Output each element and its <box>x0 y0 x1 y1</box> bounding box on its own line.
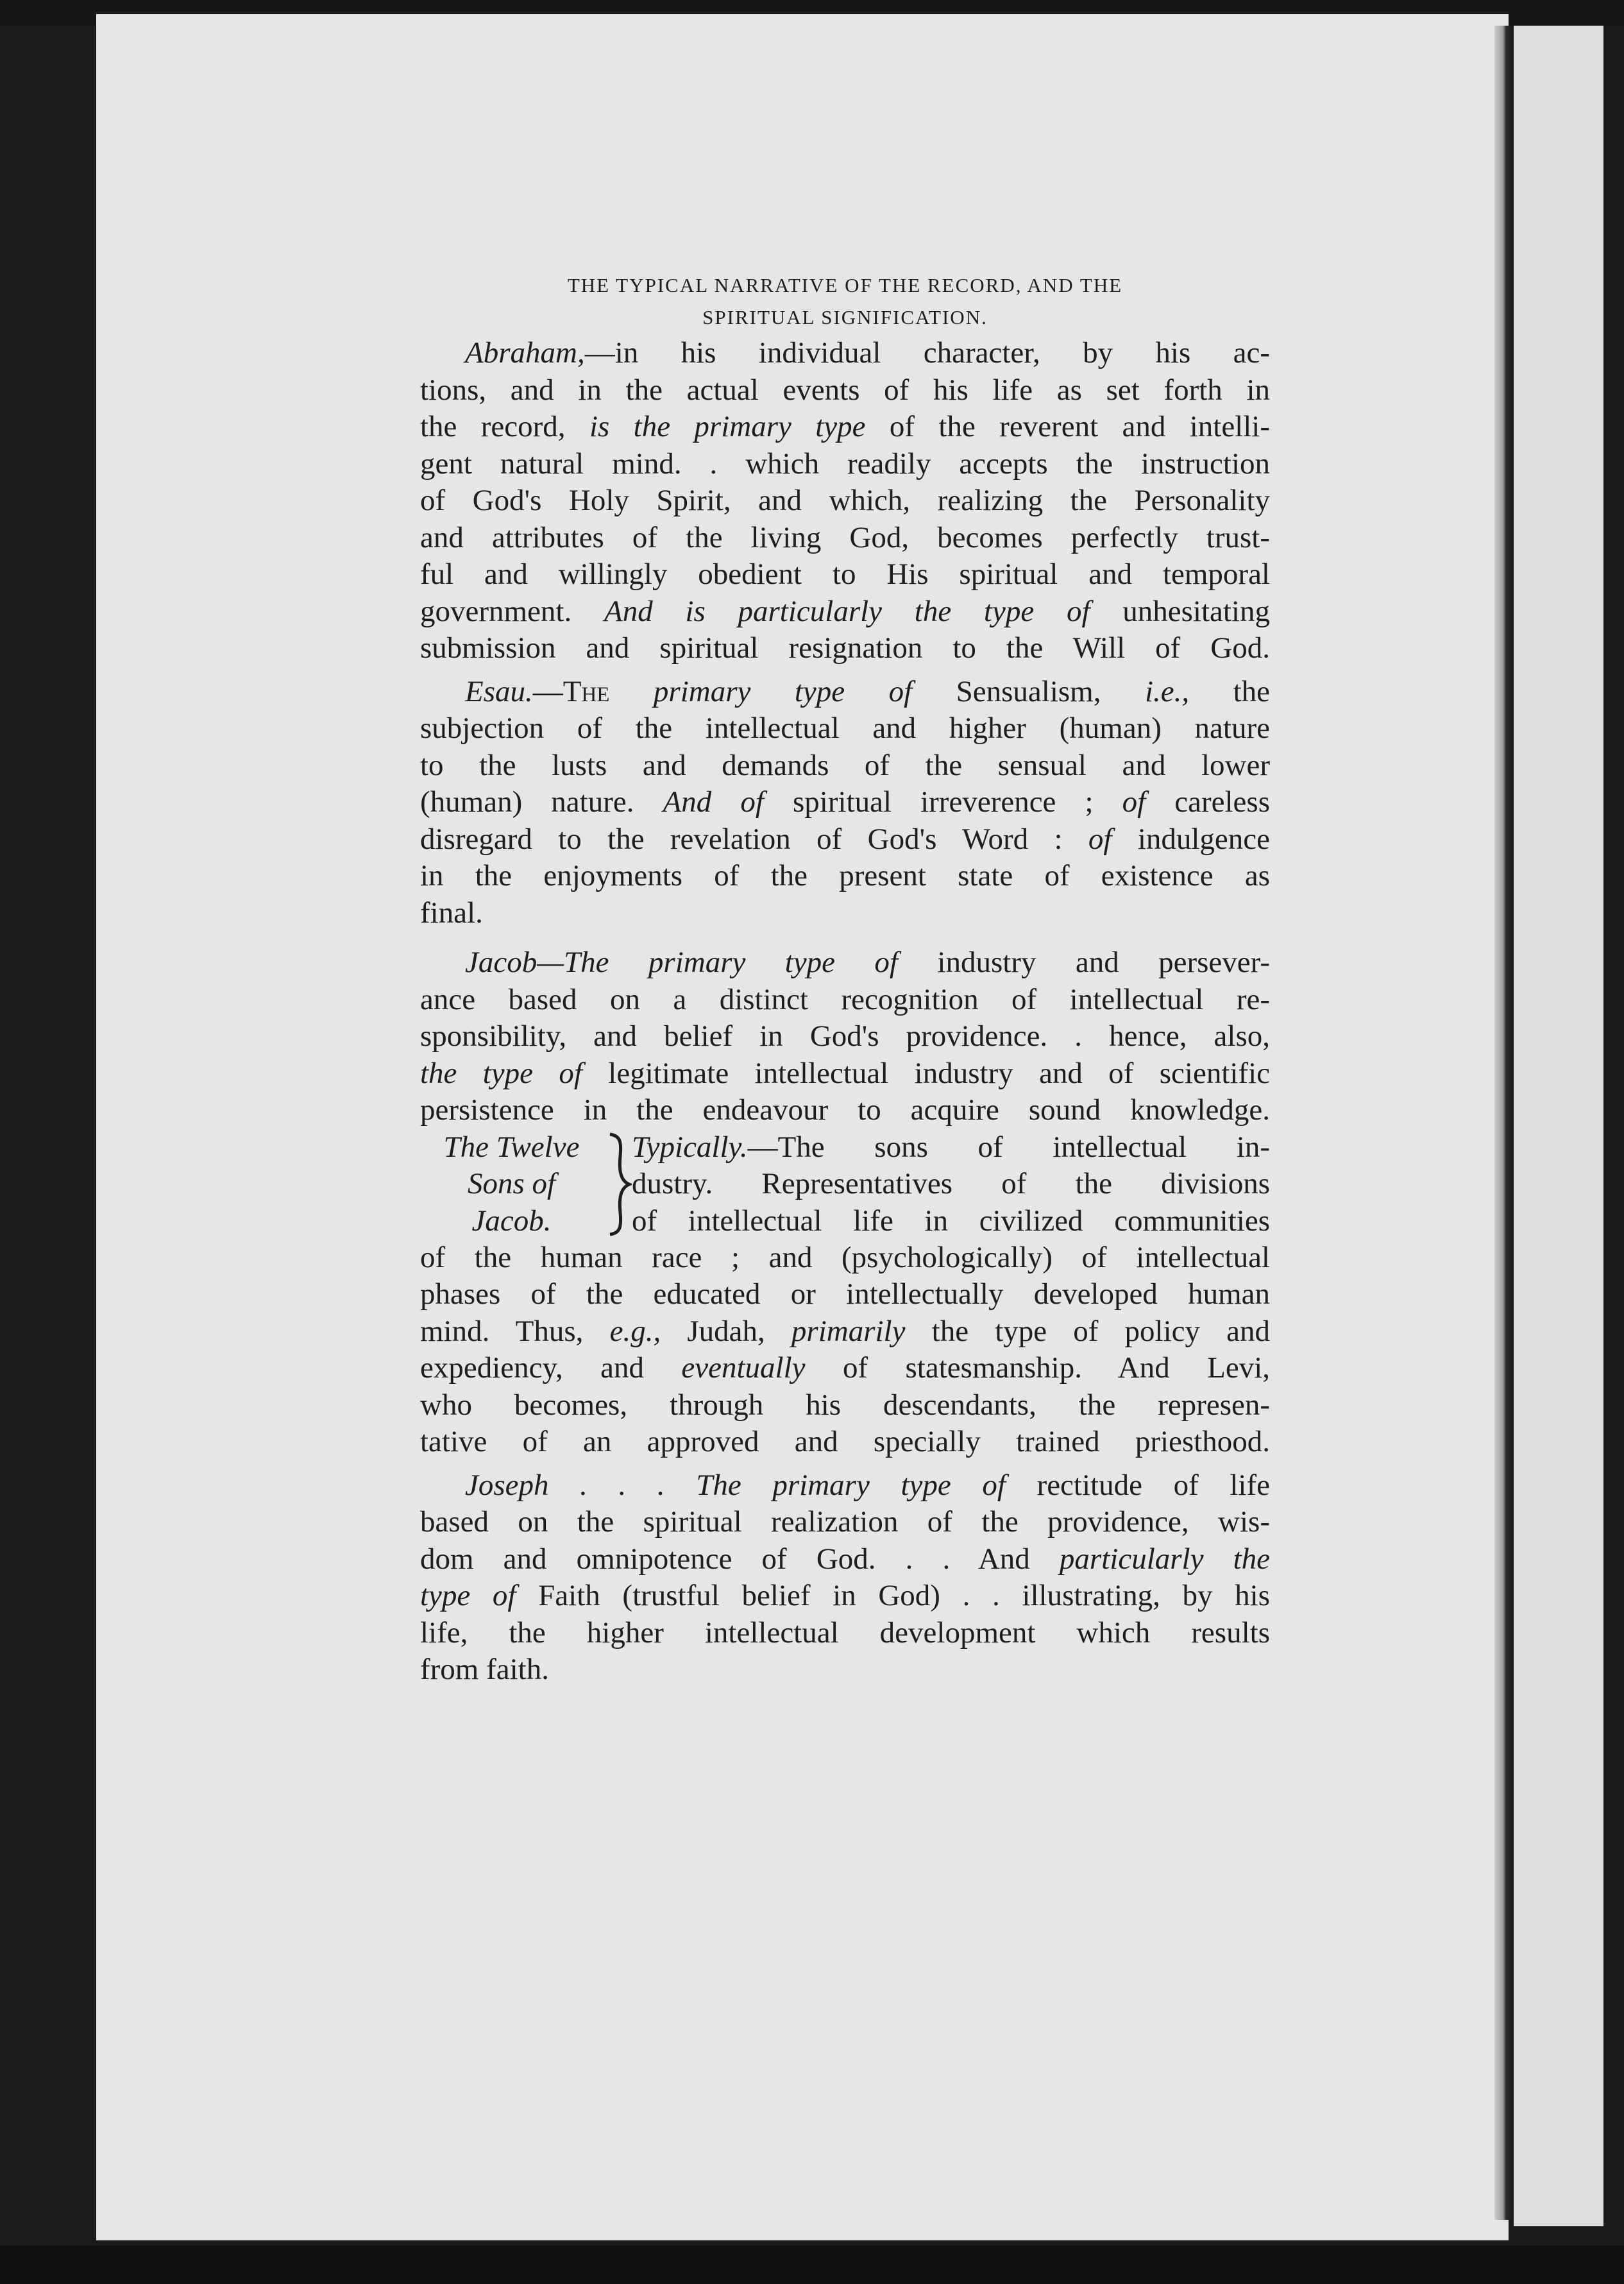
heading-line: THE TYPICAL NARRATIVE OF THE RECORD, AND THE <box>567 274 1123 296</box>
term-joseph: Joseph . . . The primary type of <box>465 1468 1006 1502</box>
term-jacob: Jacob <box>465 946 537 979</box>
scan-left-border <box>0 0 96 2284</box>
chapter-heading <box>420 269 1270 334</box>
page-text <box>420 269 1270 1689</box>
scan-bottom-border <box>0 2246 1624 2284</box>
curly-brace-icon <box>606 1130 632 1238</box>
twelve-sons-description: Typically.—The sons of intellectual in- dustry. Representatives of the divisions of intellectual life in civilized communities <box>632 1130 1270 1238</box>
twelve-sons-sidenote <box>420 1129 1270 1240</box>
paragraph-twelve-sons-cont: of the human race ; and (psychologically) of intellectual phases of the educated or intellectually developed human mind. Thus, e.g., Judah, primarily the type of policy and expediency, and eventually of statesmanship. And Levi, who becomes, through his descendants, the represen- tative of an approved and specially trained priesthood. <box>420 1240 1271 1458</box>
paragraph-abraham: Abraham,—in his individual character, by his ac- tions, and in the actual events of his life as set forth in the record, is the primary type of the reverent and intelli- gent natural mind. . which readily accepts the instruction of God's Holy Spirit, and which, realizing the Personality and attributes of the living God, becomes perfectly trust- ful and willingly obedient to His spiritual and temporal government. And is particularly the type of unhesitating submission and spiritual resignation to the Will of God. <box>420 336 1271 665</box>
term-esau: Esau. <box>465 674 533 708</box>
facing-page-edge <box>1514 26 1603 2226</box>
twelve-sons-label: The Twelve Sons of Jacob. <box>443 1130 580 1238</box>
paragraph-esau: Esau.—The primary type of Sensualism, i.e., the subjection of the intellectual and higher (human) nature to the lusts and demands of the sensual and lower (human) nature. And of spiritual irreverence ; of careless disregard to the revelation of God's Word : of indulgence in the enjoyments of the present state of existence as final. <box>420 674 1271 930</box>
paragraph-joseph: Joseph . . . The primary type of rectitude of life based on the spiritual realization of the providence, wis- dom and omnipotence of God. . . And particularly the type of Faith (trustful belief in God) . . illustrating, by his life, the higher intellectual development which results from faith. <box>420 1468 1271 1686</box>
heading-line: SPIRITUAL SIGNIFICATION. <box>702 306 988 328</box>
paragraph-jacob: Jacob—The primary type of industry and persever- ance based on a distinct recognition of intellectual re- sponsibility, and belief in God's providence. . hence, also, the type of legitimate intellectual industry and of scientific persistence in the endeavour to acquire sound knowledge. <box>420 946 1271 1127</box>
term-abraham: Abraham, <box>465 336 585 370</box>
page-gutter-shadow <box>1494 26 1514 2220</box>
